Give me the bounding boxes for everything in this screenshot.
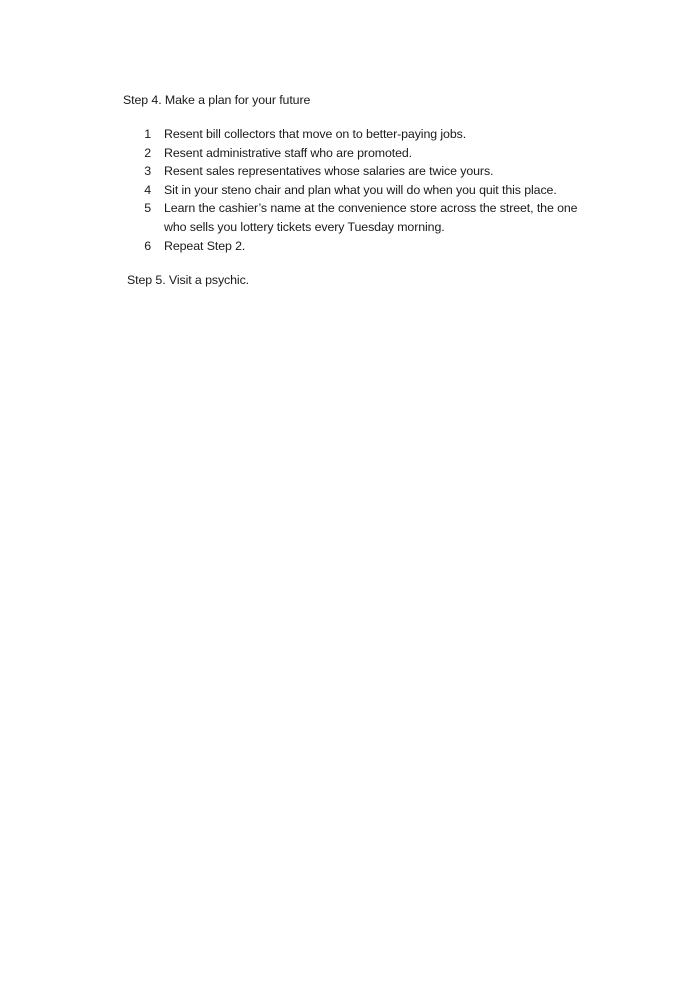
list-item <box>137 199 597 236</box>
list-item-text: Resent sales representatives whose salaries are twice yours. <box>164 164 494 179</box>
list-item <box>137 237 597 256</box>
list-item <box>137 144 597 163</box>
list-item-text: Repeat Step 2. <box>164 238 246 253</box>
list-item-number: 3 <box>144 164 151 179</box>
list-item-number: 5 <box>144 201 151 216</box>
list-item-text: Resent administrative staff who are promoted. <box>164 145 413 160</box>
list-item-text: Learn the cashier’s name at the convenience store across the street, the one who sells you lottery tickets every Tuesday morning. <box>164 201 578 234</box>
list-item <box>137 125 597 144</box>
list-item-number: 2 <box>144 145 151 160</box>
list-item-number: 1 <box>144 127 151 141</box>
list-item <box>137 162 597 181</box>
step4-plan-list <box>137 125 597 255</box>
list-item-text: Resent bill collectors that move on to better-paying jobs. <box>164 127 467 141</box>
step5-heading: Step 5. Visit a psychic. <box>127 273 250 287</box>
list-item-number: 6 <box>144 238 151 253</box>
list-item <box>137 181 597 200</box>
step4-heading: Step 4. Make a plan for your future <box>123 93 311 107</box>
list-item-text: Sit in your steno chair and plan what you will do when you quit this place. <box>164 182 557 197</box>
list-item-number: 4 <box>144 182 151 197</box>
